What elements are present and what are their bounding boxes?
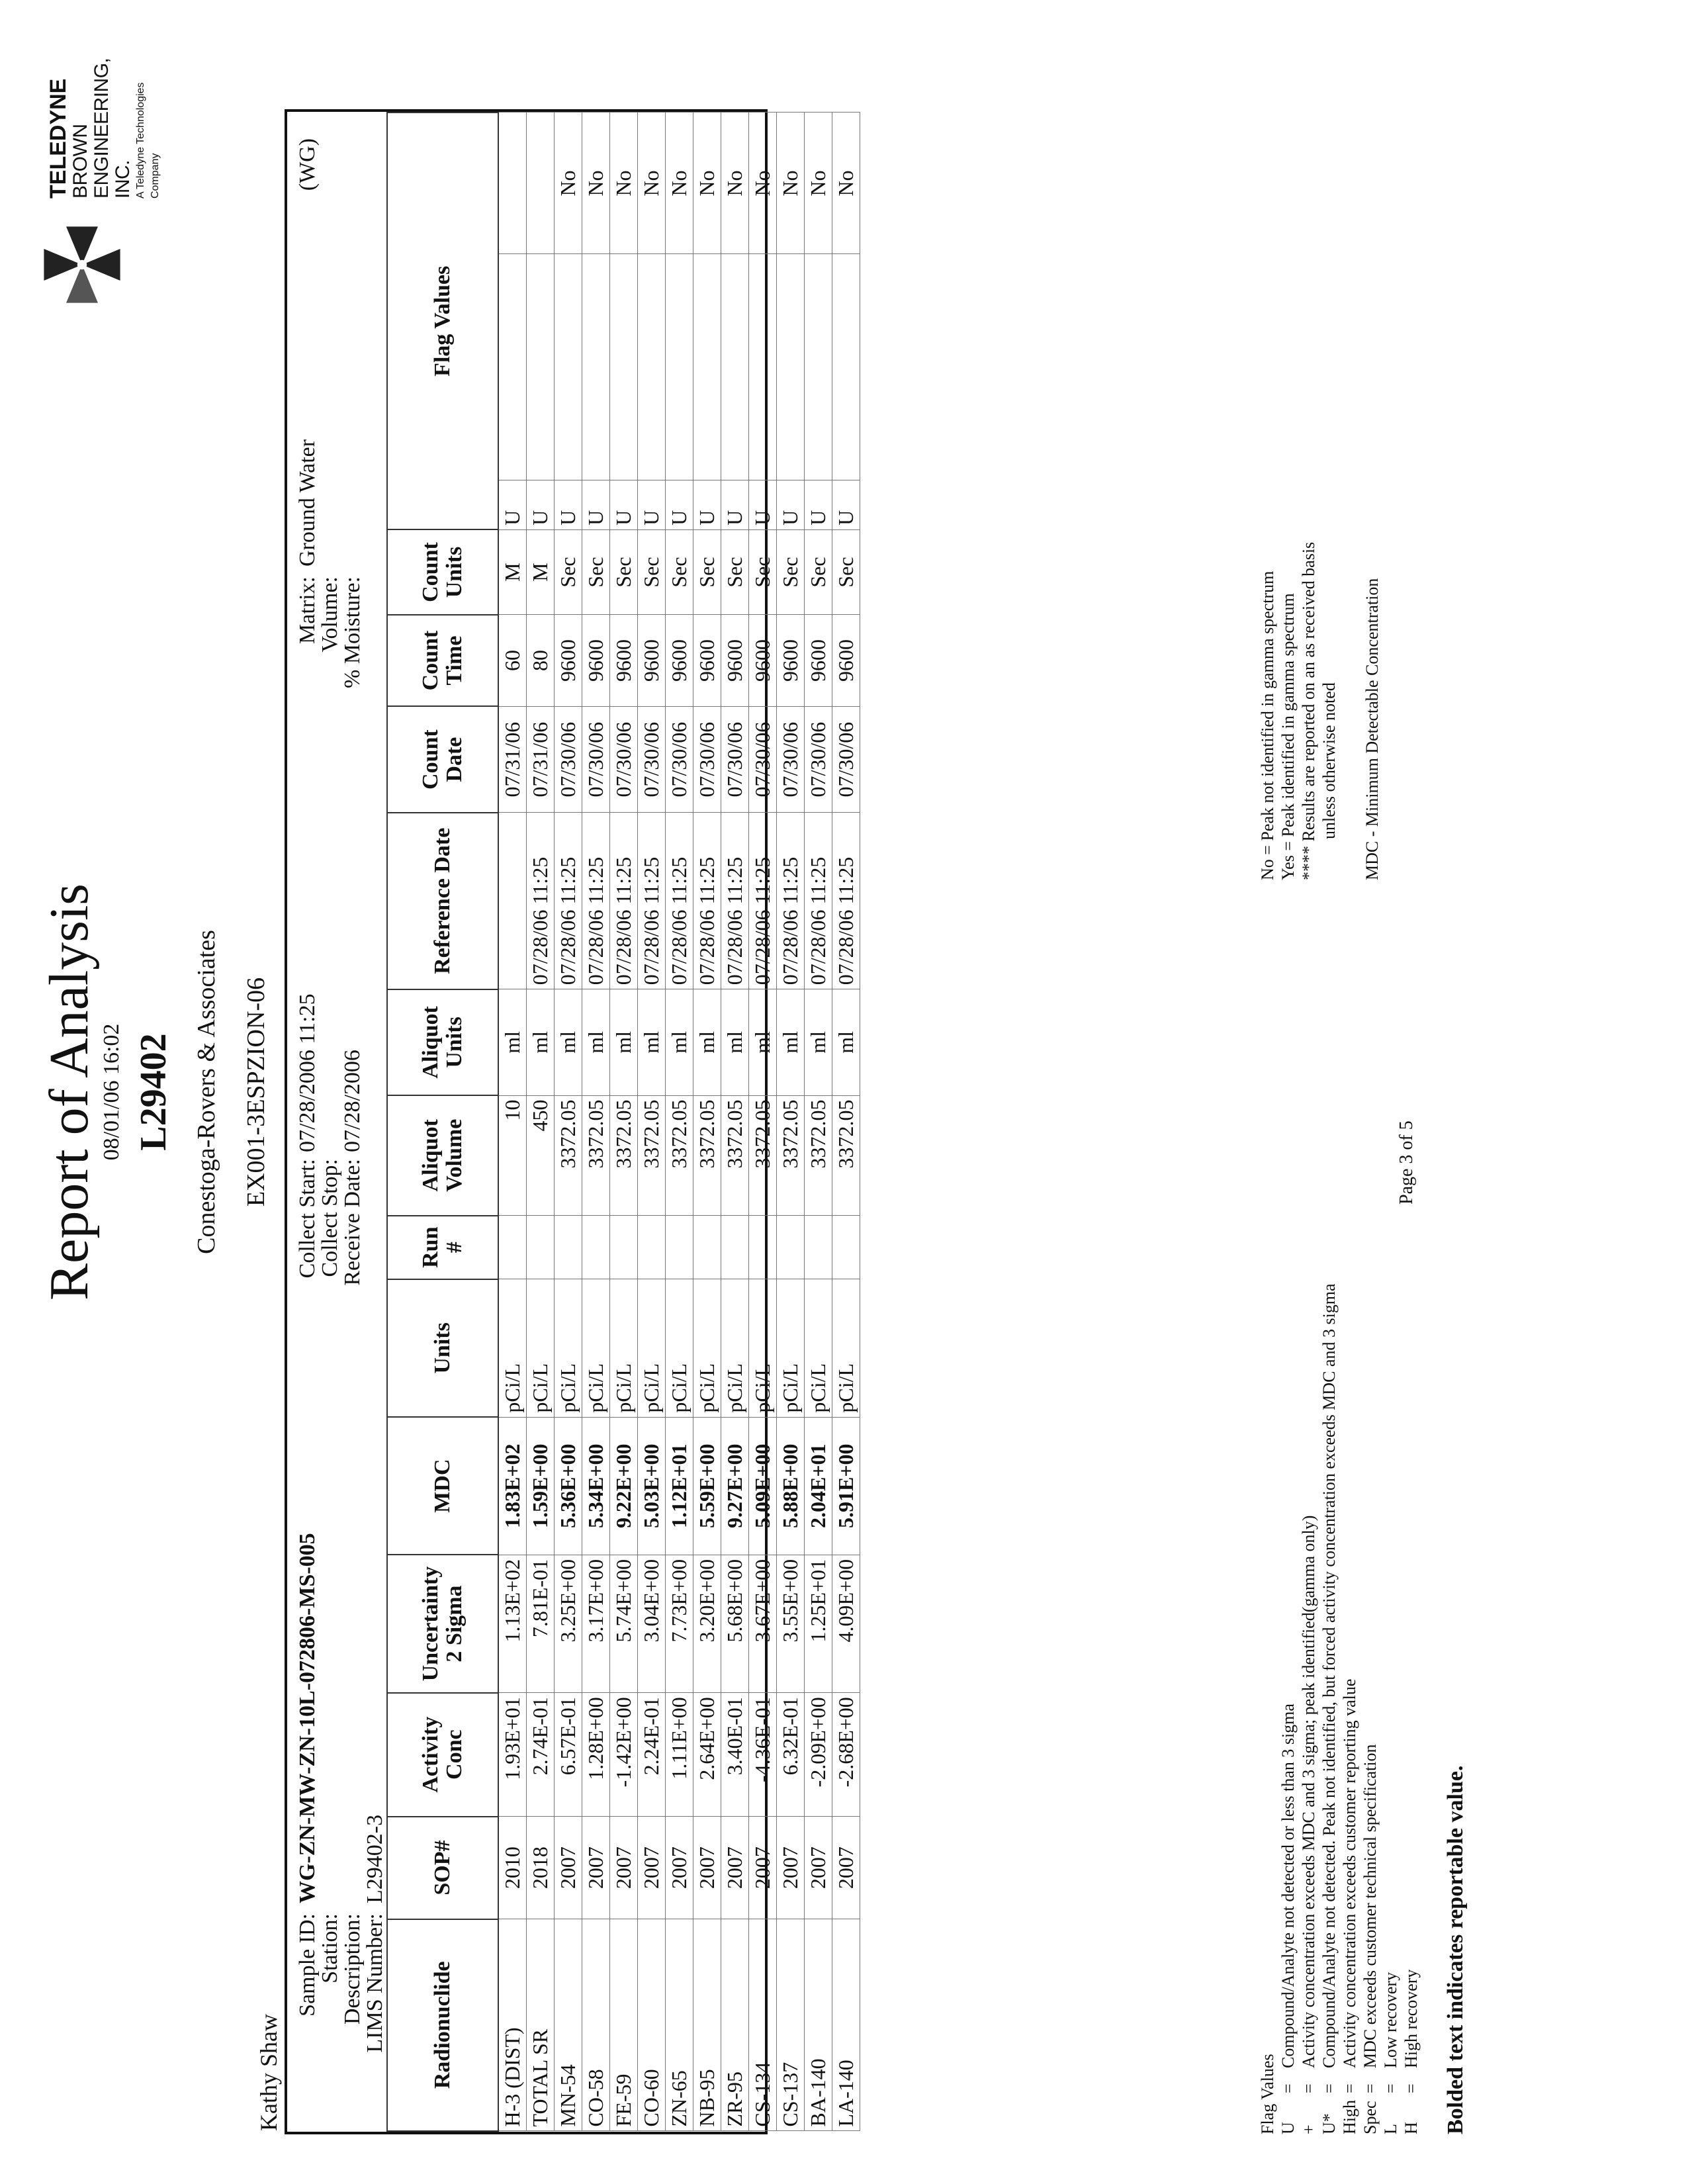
table-cell: 2007 (832, 1817, 860, 1919)
table-cell (527, 113, 555, 254)
table-cell: 4.09E+00 (832, 1555, 860, 1692)
header-row (387, 113, 498, 2131)
table-row (638, 113, 666, 2131)
table-cell: 07/30/06 (777, 706, 805, 812)
table-cell: 450 (527, 1095, 555, 1216)
table-cell (527, 1216, 555, 1279)
client-name: Conestoga-Rovers & Associates (193, 930, 220, 1254)
table-cell: MN-54 (555, 1919, 582, 2131)
table-cell: U (555, 480, 582, 530)
table-cell: M (527, 529, 555, 614)
table-cell: 3372.05 (721, 1095, 749, 1216)
table-row (610, 113, 638, 2131)
table-cell: U (721, 480, 749, 530)
table-cell: 2007 (638, 1817, 666, 1919)
table-cell: ml (721, 989, 749, 1095)
table-cell: 1.25E+01 (805, 1555, 832, 1692)
legend-stars: **** Results are reported on an as received basis (1299, 541, 1318, 880)
company-logo (46, 40, 159, 212)
flag-legend-title: Flag Values (1258, 2054, 1277, 2134)
header-cell: Count Time (387, 615, 498, 707)
table-cell: U (777, 480, 805, 530)
header-cell: Run # (387, 1216, 498, 1279)
analyst-name: Kathy Shaw (255, 2014, 282, 2131)
table-cell: Sec (832, 529, 860, 614)
table-cell: No (666, 113, 693, 254)
table-cell: 07/28/06 11:25 (610, 813, 638, 989)
table-cell: pCi/L (666, 1279, 693, 1417)
legend-no: No = Peak not identified in gamma spectrum (1258, 570, 1277, 880)
table-cell: U (693, 480, 721, 530)
table-cell: U (666, 480, 693, 530)
table-cell: Sec (638, 529, 666, 614)
table-cell: 07/28/06 11:25 (582, 813, 610, 989)
header-cell: Aliquot Units (387, 989, 498, 1095)
table-cell: CO-60 (638, 1919, 666, 2131)
table-cell: 1.13E+02 (498, 1555, 527, 1692)
table-cell: pCi/L (555, 1279, 582, 1417)
table-cell: 2007 (777, 1817, 805, 1919)
table-cell: No (638, 113, 666, 254)
table-cell: 3.67E+00 (749, 1555, 777, 1692)
table-cell (666, 1216, 693, 1279)
header-cell: Count Units (387, 529, 498, 614)
table-cell: pCi/L (749, 1279, 777, 1417)
table-cell: 2.74E-01 (527, 1693, 555, 1817)
table-cell: 9.27E+00 (721, 1417, 749, 1555)
table-cell (582, 254, 610, 480)
table-cell: 3.55E+00 (777, 1555, 805, 1692)
table-cell (498, 1216, 527, 1279)
table-cell: 2.24E-01 (638, 1693, 666, 1817)
table-cell: 07/31/06 (527, 706, 555, 812)
table-cell: No (749, 113, 777, 254)
table-cell: ZR-95 (721, 1919, 749, 2131)
table-cell (555, 254, 582, 480)
table-cell: pCi/L (777, 1279, 805, 1417)
table-cell: Sec (582, 529, 610, 614)
table-cell: Sec (805, 529, 832, 614)
table-cell: ml (555, 989, 582, 1095)
sample-info (287, 112, 388, 2132)
table-cell (832, 254, 860, 480)
table-row (777, 113, 805, 2131)
table-cell: FE-59 (610, 1919, 638, 2131)
table-cell: Sec (693, 529, 721, 614)
table-cell: No (777, 113, 805, 254)
page-number: Page 3 of 5 (1396, 1120, 1417, 1205)
table-cell: 60 (498, 615, 527, 707)
flag-legend (1257, 1009, 1466, 2134)
results-body (498, 113, 860, 2131)
table-cell: 2007 (693, 1817, 721, 1919)
table-cell: 9600 (582, 615, 610, 707)
lims-number-label: LIMS Number: (363, 1913, 387, 2053)
table-cell: H-3 (DIST) (498, 1919, 527, 2131)
table-cell: ml (666, 989, 693, 1095)
table-cell: No (693, 113, 721, 254)
report-title: Report of Analysis (38, 884, 100, 1300)
matrix-value: Ground Water (295, 439, 320, 567)
table-cell: U (582, 480, 610, 530)
table-cell: No (610, 113, 638, 254)
table-cell: 3372.05 (610, 1095, 638, 1216)
table-cell: 5.88E+00 (777, 1417, 805, 1555)
table-cell: 1.11E+00 (666, 1693, 693, 1817)
table-cell: 1.59E+00 (527, 1417, 555, 1555)
table-cell: 07/28/06 11:25 (749, 813, 777, 989)
table-cell: Sec (666, 529, 693, 614)
table-cell: TOTAL SR (527, 1919, 555, 2131)
table-cell: 07/30/06 (805, 706, 832, 812)
table-row (555, 113, 582, 2131)
table-cell: 2007 (721, 1817, 749, 1919)
table-cell: 2010 (498, 1817, 527, 1919)
header-cell: Aliquot Volume (387, 1095, 498, 1216)
table-cell: 3372.05 (832, 1095, 860, 1216)
table-cell (777, 254, 805, 480)
table-cell: No (582, 113, 610, 254)
header-cell: SOP# (387, 1817, 498, 1919)
table-cell: 3372.05 (777, 1095, 805, 1216)
bolded-text-note: Bolded text indicates reportable value. (1443, 1765, 1468, 2134)
table-cell: 07/30/06 (832, 706, 860, 812)
results-table (386, 112, 860, 2132)
table-cell: No (555, 113, 582, 254)
table-cell: 07/30/06 (555, 706, 582, 812)
table-cell: 2007 (749, 1817, 777, 1919)
table-cell: pCi/L (527, 1279, 555, 1417)
legend-row: U = Compound/Analyte not detected or less than 3 sigma (1278, 1704, 1298, 2134)
table-cell: 07/28/06 11:25 (832, 813, 860, 989)
table-cell (693, 254, 721, 480)
table-cell: pCi/L (610, 1279, 638, 1417)
table-row (582, 113, 610, 2131)
logo-line-2: BROWN ENGINEERING, INC. (69, 58, 134, 199)
legend-row: H = High recovery (1402, 1969, 1421, 2134)
collect-start-label: Collect Start: (295, 1159, 320, 1279)
lims-number-value: L29402-3 (363, 1814, 387, 1903)
table-cell: 9600 (777, 615, 805, 707)
table-cell: pCi/L (582, 1279, 610, 1417)
station-label: Station: (318, 1913, 342, 1983)
table-cell: 9600 (610, 615, 638, 707)
table-cell: 5.91E+00 (832, 1417, 860, 1555)
table-cell: 2007 (555, 1817, 582, 1919)
table-cell: ml (638, 989, 666, 1095)
table-cell: M (498, 529, 527, 614)
table-cell (666, 254, 693, 480)
table-cell: 1.93E+01 (498, 1693, 527, 1817)
table-cell: LA-140 (832, 1919, 860, 2131)
table-row (693, 113, 721, 2131)
table-cell: 07/28/06 11:25 (721, 813, 749, 989)
matrix-label: Matrix: (295, 576, 320, 644)
legend-row: U* = Compound/Analyte not detected. Peak not identified, but forced activity concentration exceeds MDC and 3 sigma (1319, 1283, 1339, 2134)
table-cell (693, 1216, 721, 1279)
table-cell: 9600 (749, 615, 777, 707)
table-cell: 2007 (610, 1817, 638, 1919)
legend-stars-cont: unless otherwise noted (1319, 682, 1339, 839)
table-cell (638, 254, 666, 480)
header-cell: Count Date (387, 706, 498, 812)
receive-date-label: Receive Date: (340, 1159, 365, 1286)
table-cell: 2007 (805, 1817, 832, 1919)
legend-row: Spec = MDC exceeds customer technical specification (1360, 1744, 1380, 2134)
table-cell (832, 1216, 860, 1279)
table-cell: ml (582, 989, 610, 1095)
table-cell (498, 113, 527, 254)
table-cell (721, 254, 749, 480)
table-row (805, 113, 832, 2131)
table-cell: 2007 (582, 1817, 610, 1919)
header-cell: Radionuclide (387, 1919, 498, 2131)
table-cell: U (610, 480, 638, 530)
table-cell: 9600 (693, 615, 721, 707)
header-cell: Units (387, 1279, 498, 1417)
table-cell: 07/30/06 (666, 706, 693, 812)
table-cell: 07/28/06 11:25 (693, 813, 721, 989)
table-cell: Sec (749, 529, 777, 614)
table-cell: pCi/L (721, 1279, 749, 1417)
table-cell: 80 (527, 615, 555, 707)
legend-mdc: MDC - Minimum Detectable Concentration (1362, 578, 1382, 880)
table-cell: U (832, 480, 860, 530)
table-cell: 07/30/06 (638, 706, 666, 812)
table-row (721, 113, 749, 2131)
gamma-legend (1257, 86, 1382, 880)
table-cell: -1.42E+00 (610, 1693, 638, 1817)
table-cell: 3372.05 (638, 1095, 666, 1216)
table-cell: 2.64E+00 (693, 1693, 721, 1817)
table-cell: 9600 (555, 615, 582, 707)
table-cell: Sec (555, 529, 582, 614)
table-cell: 6.32E-01 (777, 1693, 805, 1817)
sample-results-box (285, 109, 858, 2134)
table-cell: 07/28/06 11:25 (805, 813, 832, 989)
table-cell: 3372.05 (749, 1095, 777, 1216)
table-cell: U (805, 480, 832, 530)
description-label: Description: (340, 1913, 365, 2025)
table-cell: 9600 (805, 615, 832, 707)
legend-row: High = Activity concentration exceeds customer reporting value (1340, 1678, 1359, 2134)
table-cell: CO-58 (582, 1919, 610, 2131)
sample-id-value: WG-ZN-MW-ZN-10L-072806-MS-005 (295, 1533, 320, 1903)
table-cell: Sec (777, 529, 805, 614)
table-cell (721, 1216, 749, 1279)
table-cell: pCi/L (638, 1279, 666, 1417)
table-cell: 9600 (666, 615, 693, 707)
table-cell: 3.17E+00 (582, 1555, 610, 1692)
logo-line-1: TELEDYNE (46, 78, 71, 199)
table-cell: 6.57E-01 (555, 1693, 582, 1817)
table-cell (638, 1216, 666, 1279)
table-cell (582, 1216, 610, 1279)
table-cell: pCi/L (832, 1279, 860, 1417)
table-cell: pCi/L (805, 1279, 832, 1417)
legend-yes: Yes = Peak identified in gamma spectrum (1278, 593, 1298, 880)
header-cell: Flag Values (387, 113, 498, 529)
table-cell: BA-140 (805, 1919, 832, 2131)
table-row (666, 113, 693, 2131)
receive-date-value: 07/28/2006 (340, 1050, 365, 1152)
table-cell: U (498, 480, 527, 530)
legend-row: L = Low recovery (1381, 1972, 1400, 2134)
table-cell: U (749, 480, 777, 530)
table-cell: ml (527, 989, 555, 1095)
table-cell: 07/31/06 (498, 706, 527, 812)
table-cell (610, 1216, 638, 1279)
table-cell: NB-95 (693, 1919, 721, 2131)
table-cell: ml (832, 989, 860, 1095)
table-cell (527, 254, 555, 480)
table-cell (805, 1216, 832, 1279)
table-cell: 2.04E+01 (805, 1417, 832, 1555)
project-code: EX001-3ESPZION-06 (242, 977, 270, 1207)
table-cell: 07/30/06 (693, 706, 721, 812)
table-cell: No (721, 113, 749, 254)
table-cell: 07/30/06 (721, 706, 749, 812)
table-cell: 9600 (832, 615, 860, 707)
table-row (498, 113, 527, 2131)
matrix-code: (WG) (295, 138, 320, 191)
table-cell (498, 254, 527, 480)
table-cell: 5.34E+00 (582, 1417, 610, 1555)
table-cell: 5.74E+00 (610, 1555, 638, 1692)
volume-label: Volume: (318, 576, 342, 653)
table-cell: 1.83E+02 (498, 1417, 527, 1555)
table-cell: 3372.05 (666, 1095, 693, 1216)
table-cell: U (527, 480, 555, 530)
table-cell: No (832, 113, 860, 254)
table-cell: 5.03E+00 (638, 1417, 666, 1555)
table-cell: 9600 (721, 615, 749, 707)
collect-stop-label: Collect Stop: (318, 1159, 342, 1277)
table-cell: 5.09E+00 (749, 1417, 777, 1555)
table-cell: ml (805, 989, 832, 1095)
table-cell: 07/30/06 (749, 706, 777, 812)
table-cell: 07/28/06 11:25 (666, 813, 693, 989)
table-cell: 5.59E+00 (693, 1417, 721, 1555)
table-cell: 1.12E+01 (666, 1417, 693, 1555)
table-cell: Sec (721, 529, 749, 614)
logo-line-3: A Teledyne Technologies Company (135, 82, 161, 199)
table-cell: 5.68E+00 (721, 1555, 749, 1692)
table-cell: 07/28/06 11:25 (777, 813, 805, 989)
table-cell: 07/28/06 11:25 (638, 813, 666, 989)
table-cell: CS-137 (777, 1919, 805, 2131)
table-cell: 9.22E+00 (610, 1417, 638, 1555)
lab-id: L29402 (133, 1033, 174, 1151)
table-cell: Sec (610, 529, 638, 614)
sample-id-label: Sample ID: (295, 1913, 320, 2017)
table-cell: 07/28/06 11:25 (527, 813, 555, 989)
table-cell: 3.25E+00 (555, 1555, 582, 1692)
table-cell: 1.28E+00 (582, 1693, 610, 1817)
print-date: 08/01/06 16:02 (99, 1023, 124, 1161)
table-cell: 2007 (666, 1817, 693, 1919)
table-cell: 9600 (638, 615, 666, 707)
header-cell: MDC (387, 1417, 498, 1555)
table-cell: ml (693, 989, 721, 1095)
table-cell: 10 (498, 1095, 527, 1216)
header-cell: Activity Conc (387, 1693, 498, 1817)
table-cell: 3.20E+00 (693, 1555, 721, 1692)
table-row (832, 113, 860, 2131)
table-cell: 07/30/06 (582, 706, 610, 812)
table-cell: 2018 (527, 1817, 555, 1919)
table-cell (610, 254, 638, 480)
table-cell: 3372.05 (805, 1095, 832, 1216)
table-cell: ZN-65 (666, 1919, 693, 2131)
table-cell: 3372.05 (555, 1095, 582, 1216)
table-cell: U (638, 480, 666, 530)
table-cell: pCi/L (498, 1279, 527, 1417)
table-cell: -4.36E-01 (749, 1693, 777, 1817)
table-cell: CS-134 (749, 1919, 777, 2131)
legend-row: + = Activity concentration exceeds MDC and 3 sigma; peak identified(gamma only) (1299, 1515, 1318, 2134)
table-cell: ml (777, 989, 805, 1095)
collect-start-value: 07/28/2006 11:25 (295, 993, 320, 1152)
table-cell: 07/30/06 (610, 706, 638, 812)
header-cell: Uncertainty 2 Sigma (387, 1555, 498, 1692)
table-cell: 3.04E+00 (638, 1555, 666, 1692)
table-cell (498, 813, 527, 989)
table-cell: 07/28/06 11:25 (555, 813, 582, 989)
table-cell (749, 1216, 777, 1279)
table-cell: pCi/L (693, 1279, 721, 1417)
table-row (527, 113, 555, 2131)
table-cell: ml (610, 989, 638, 1095)
table-cell: ml (749, 989, 777, 1095)
table-cell: -2.09E+00 (805, 1693, 832, 1817)
table-cell: 3372.05 (582, 1095, 610, 1216)
table-cell: 7.73E+00 (666, 1555, 693, 1692)
table-row (749, 113, 777, 2131)
table-cell (555, 1216, 582, 1279)
table-cell (749, 254, 777, 480)
table-cell (777, 1216, 805, 1279)
teledyne-logo-icon (42, 225, 122, 304)
table-cell: ml (498, 989, 527, 1095)
table-cell (805, 254, 832, 480)
table-cell: 3372.05 (693, 1095, 721, 1216)
table-cell: -2.68E+00 (832, 1693, 860, 1817)
moisture-label: % Moisture: (340, 576, 365, 689)
table-cell: 5.36E+00 (555, 1417, 582, 1555)
table-cell: 7.81E-01 (527, 1555, 555, 1692)
table-cell: 3.40E-01 (721, 1693, 749, 1817)
table-cell: No (805, 113, 832, 254)
header-cell: Reference Date (387, 813, 498, 989)
